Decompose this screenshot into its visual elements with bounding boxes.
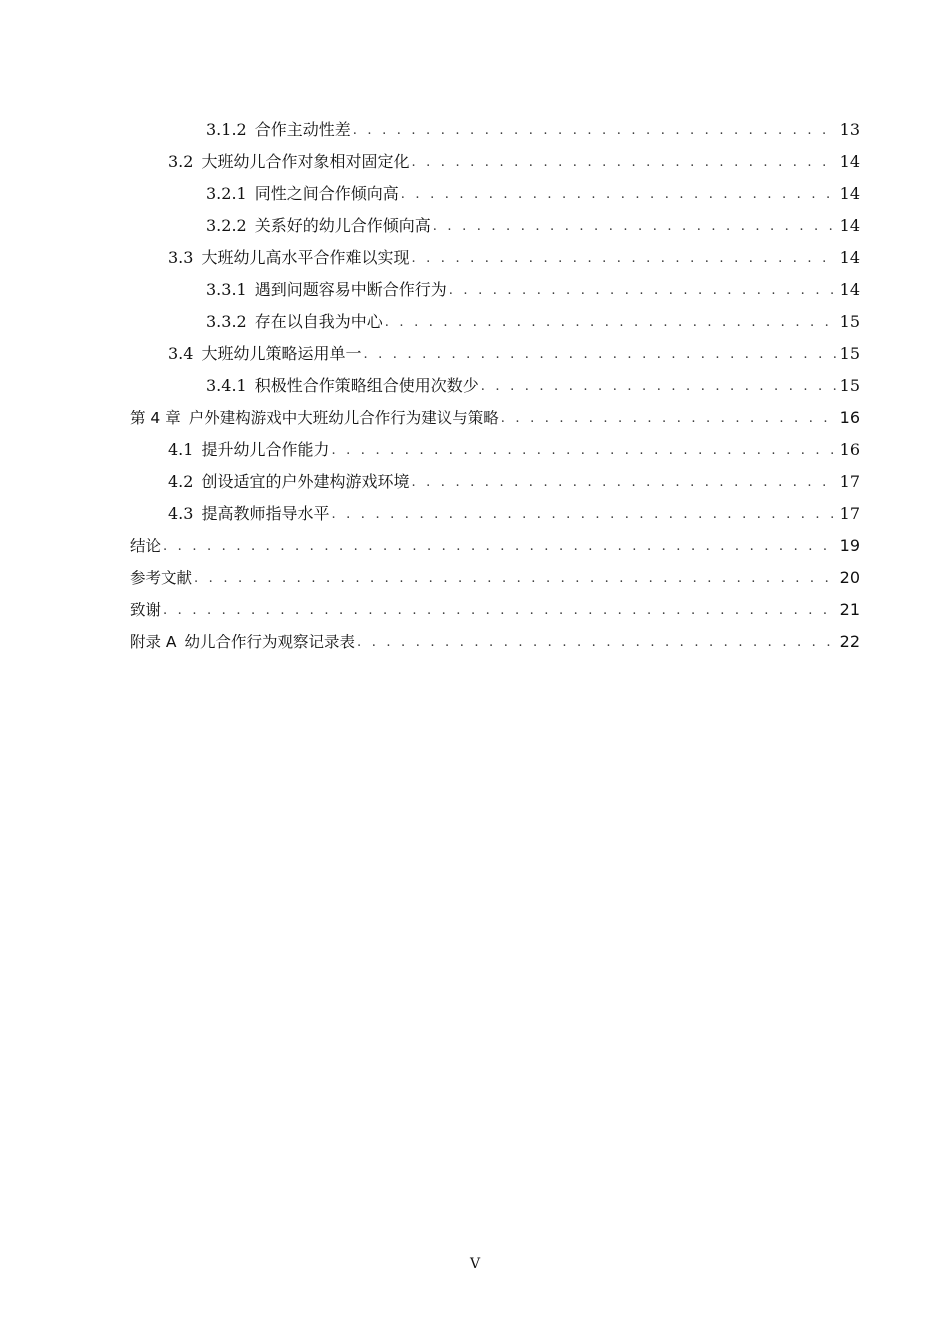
toc-entry-title: 大班幼儿高水平合作难以实现 (201, 248, 410, 267)
toc-entry[interactable] (0, 178, 860, 210)
toc-entry-title: 结论 (130, 537, 162, 555)
toc-entry-number: 3.3.2 (206, 312, 247, 331)
toc-entry[interactable] (0, 114, 860, 146)
toc-entry-number: 3.3 (168, 248, 194, 267)
toc-entry-number: 附录 A (130, 633, 177, 651)
toc-entry-number: 4.2 (168, 472, 194, 491)
toc-entry-title: 遇到问题容易中断合作行为 (254, 280, 447, 299)
toc-entry-page: 14 (839, 184, 860, 203)
toc-entry-number: 第 4 章 (130, 409, 181, 427)
toc-leader-dots (163, 595, 836, 627)
toc-entry-page: 21 (839, 600, 860, 619)
toc-entry-number: 3.2 (168, 152, 194, 171)
page-number: V (469, 1256, 481, 1272)
toc-entry-title: 关系好的幼儿合作倾向高 (254, 216, 431, 235)
toc-entry-title: 幼儿合作行为观察记录表 (184, 633, 356, 651)
toc-leader-dots (385, 307, 836, 339)
toc-entry-page: 13 (839, 120, 860, 139)
toc-entry-page: 17 (839, 472, 860, 491)
toc-entry-page: 15 (839, 344, 860, 363)
toc-entry-title: 大班幼儿策略运用单一 (201, 344, 362, 363)
toc-entry-number: 4.3 (168, 504, 194, 523)
toc-leader-dots (411, 467, 835, 499)
toc-entry-number: 4.1 (168, 440, 194, 459)
toc-leader-dots (411, 147, 835, 179)
toc-entry-title: 积极性合作策略组合使用次数少 (254, 376, 479, 395)
toc-entry-page: 16 (839, 408, 860, 427)
toc-leader-dots (501, 403, 836, 435)
toc-entry-page: 14 (839, 280, 860, 299)
toc-entry-chapter[interactable] (0, 402, 860, 434)
toc-entry-title: 存在以自我为中心 (254, 312, 383, 331)
toc-entry[interactable] (0, 210, 860, 242)
toc-leader-dots (194, 563, 836, 595)
toc-leader-dots (363, 339, 835, 371)
toc-leader-dots (433, 211, 836, 243)
toc-entry-conclusion[interactable] (0, 530, 860, 562)
toc-entry[interactable] (0, 498, 860, 530)
toc-entry[interactable] (0, 242, 860, 274)
toc-leader-dots (331, 499, 835, 531)
toc-entry-page: 16 (839, 440, 860, 459)
table-of-contents (0, 114, 950, 658)
toc-entry-title: 致谢 (130, 601, 162, 619)
toc-entry-title: 创设适宜的户外建构游戏环境 (201, 472, 410, 491)
toc-entry[interactable] (0, 146, 860, 178)
toc-entry-references[interactable] (0, 562, 860, 594)
toc-entry-page: 14 (839, 248, 860, 267)
toc-leader-dots (411, 243, 835, 275)
toc-entry[interactable] (0, 370, 860, 402)
toc-entry[interactable] (0, 274, 860, 306)
toc-entry-title: 大班幼儿合作对象相对固定化 (201, 152, 410, 171)
toc-leader-dots (481, 371, 836, 403)
toc-entry-page: 17 (839, 504, 860, 523)
toc-entry-title: 同性之间合作倾向高 (254, 184, 399, 203)
toc-entry-title: 户外建构游戏中大班幼儿合作行为建议与策略 (188, 409, 499, 427)
toc-leader-dots (331, 435, 835, 467)
toc-entry-page: 14 (839, 152, 860, 171)
toc-entry-title: 提升幼儿合作能力 (201, 440, 330, 459)
toc-leader-dots (353, 115, 836, 147)
toc-entry-number: 3.2.1 (206, 184, 247, 203)
toc-entry-number: 3.4.1 (206, 376, 247, 395)
toc-entry-number: 3.2.2 (206, 216, 247, 235)
toc-entry[interactable] (0, 434, 860, 466)
toc-entry-title: 合作主动性差 (254, 120, 351, 139)
toc-entry-page: 19 (839, 536, 860, 555)
toc-leader-dots (357, 627, 836, 659)
toc-entry-number: 3.4 (168, 344, 194, 363)
toc-entry-page: 15 (839, 312, 860, 331)
toc-entry-page: 14 (839, 216, 860, 235)
toc-entry-acknowledgements[interactable] (0, 594, 860, 626)
toc-leader-dots (449, 275, 836, 307)
toc-entry-page: 15 (839, 376, 860, 395)
toc-entry-number: 3.3.1 (206, 280, 247, 299)
toc-entry-number: 3.1.2 (206, 120, 247, 139)
toc-entry[interactable] (0, 338, 860, 370)
toc-entry-page: 22 (839, 632, 860, 651)
toc-entry[interactable] (0, 466, 860, 498)
toc-entry-title: 提高教师指导水平 (201, 504, 330, 523)
toc-entry-title: 参考文献 (130, 569, 193, 587)
toc-leader-dots (163, 531, 836, 563)
toc-leader-dots (401, 179, 836, 211)
toc-entry[interactable] (0, 306, 860, 338)
toc-entry-appendix[interactable] (0, 626, 860, 658)
toc-entry-page: 20 (839, 568, 860, 587)
